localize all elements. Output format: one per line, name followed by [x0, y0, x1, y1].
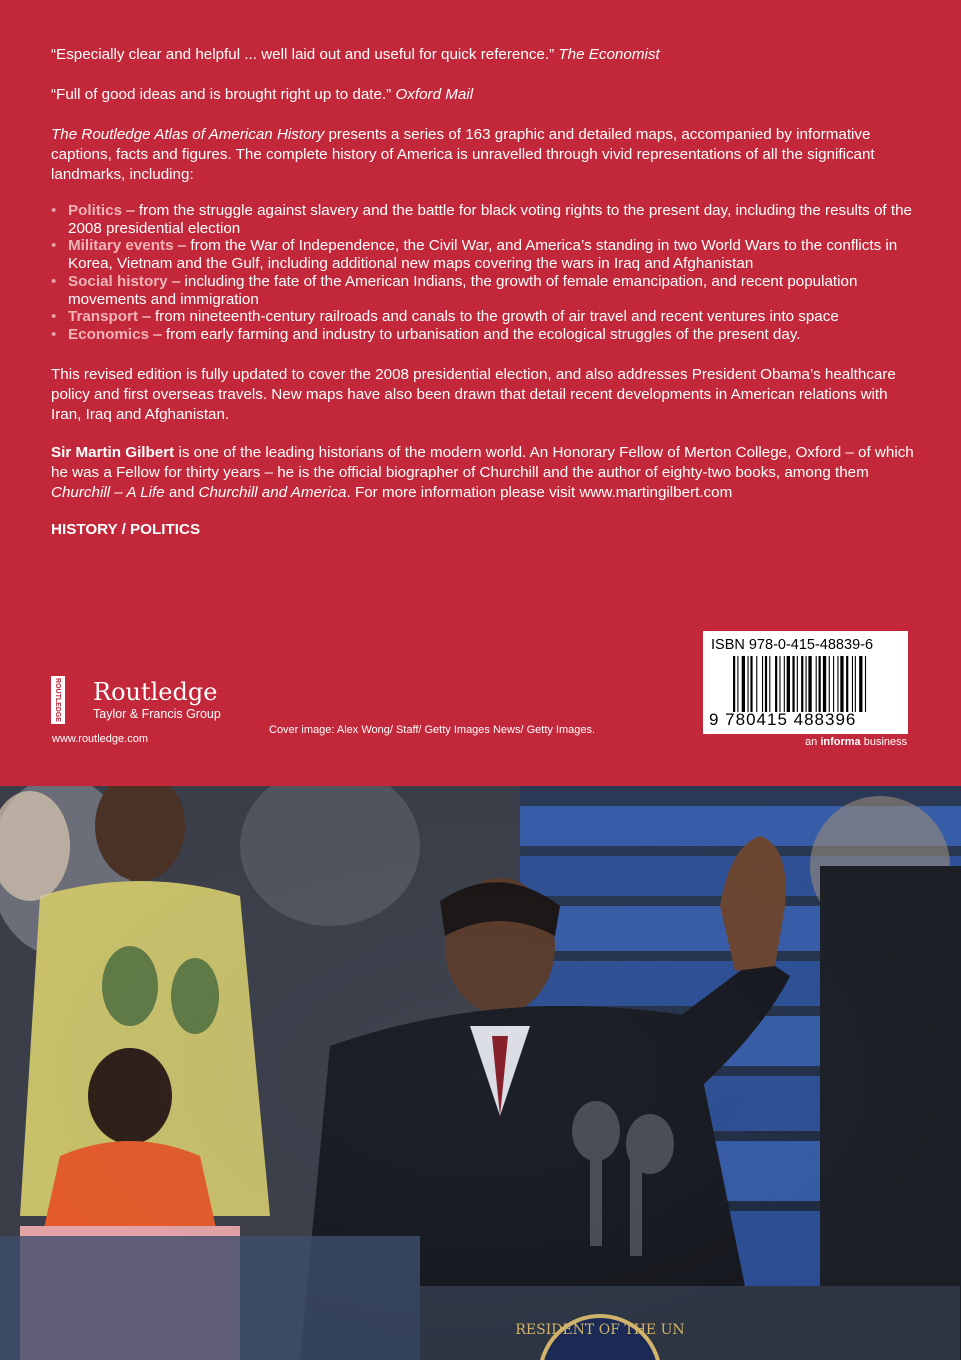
logo-vertical-text: ROUTLEDGE — [54, 678, 62, 722]
barcode-bar — [742, 656, 745, 712]
barcode-bar — [829, 656, 830, 712]
cover-image-credit: Cover image: Alex Wong/ Staff/ Getty Images News/ Getty Images. — [269, 724, 596, 736]
topic-text: – from the struggle against slavery and the battle for black voting rights to the present day, including the results of the 2008 presidential election — [68, 202, 912, 237]
intro-paragraph — [51, 125, 921, 185]
book-title: Churchill – A Life — [51, 484, 165, 501]
barcode-bars-icon — [733, 656, 903, 712]
routledge-logo-icon — [51, 676, 65, 724]
barcode-bar — [797, 656, 798, 712]
inauguration-photo-image — [0, 786, 961, 1360]
barcode-bar — [846, 656, 848, 712]
topic-label: Economics — [68, 325, 150, 343]
barcode-bar — [823, 656, 826, 712]
topics-list — [51, 202, 926, 344]
barcode-bar — [852, 656, 853, 712]
informa-brand: informa — [820, 736, 861, 748]
barcode — [703, 631, 908, 734]
barcode-bar — [816, 656, 817, 712]
book-title: The Routledge Atlas of American History — [51, 126, 325, 143]
quote-economist — [51, 45, 921, 65]
intro-text: presents a series of 163 graphic and detailed maps, accompanied by informative captions, facts and figures. The complete history of America is unravelled through vivid representations of all the significant landmarks, including: — [51, 126, 875, 183]
barcode-bar — [808, 656, 811, 712]
list-item — [51, 326, 926, 344]
barcode-bar — [865, 656, 866, 712]
barcode-bar — [833, 656, 834, 712]
barcode-bar — [784, 656, 785, 712]
bio-text: is one of the leading historians of the modern world. An Honorary Fellow of Merton College, Oxford – of which he was a Fellow for thirty years – he is the official biographer of Churchill and the author of eighty-two books, among them — [51, 444, 914, 481]
bullet-icon: • — [51, 325, 57, 343]
barcode-bar — [750, 656, 752, 712]
bullet-icon: • — [51, 202, 57, 219]
list-item — [51, 237, 926, 272]
barcode-bar — [737, 656, 738, 712]
author-name: Sir Martin Gilbert — [51, 444, 175, 461]
informa-tagline — [805, 736, 907, 748]
bullet-icon: • — [51, 237, 57, 255]
topic-label: Military events — [68, 237, 174, 255]
quote-oxford-mail — [51, 85, 921, 105]
barcode-bar — [840, 656, 843, 712]
tagline-text: an — [805, 736, 818, 748]
barcode-bar — [775, 656, 777, 712]
barcode-bar — [801, 656, 803, 712]
list-item — [51, 308, 926, 326]
quote-text: “Especially clear and helpful ... well laid out and useful for quick reference.” — [51, 46, 555, 63]
topic-label: Transport — [68, 308, 139, 326]
barcode-bar — [792, 656, 794, 712]
quote-source: The Economist — [558, 46, 660, 63]
bio-text: . For more information please visit www.martingilbert.com — [346, 484, 733, 501]
list-item — [51, 202, 926, 237]
topic-text: – from early farming and industry to urbanisation and the ecological struggles of the present day. — [153, 325, 801, 343]
quote-source: Oxford Mail — [395, 86, 474, 103]
barcode-bar — [855, 656, 856, 712]
barcode-bar — [859, 656, 862, 712]
barcode-bar — [756, 656, 757, 712]
publisher-url[interactable]: www.routledge.com — [52, 733, 148, 745]
topic-text: – from nineteenth-century railroads and canals to the growth of air travel and recent ventures into space — [142, 308, 839, 326]
barcode-bar — [819, 656, 821, 712]
barcode-bar — [748, 656, 749, 712]
bio-text: and — [168, 484, 195, 501]
seal-text: RESIDENT OF THE UN — [515, 1322, 685, 1338]
barcode-bar — [765, 656, 767, 712]
routledge-logo — [51, 676, 241, 728]
author-bio — [51, 443, 921, 503]
isbn-label: ISBN 978-0-415-48839-6 — [711, 637, 874, 653]
barcode-bar — [779, 656, 780, 712]
revised-edition-paragraph: This revised edition is fully updated to cover the 2008 presidential election, and also addresses President Obama’s healthcare policy and first overseas travels. New maps have also been drawn that detail recent developments in American relations with Iran, Iraq and Afghanistan. — [51, 366, 896, 423]
bullet-icon: • — [51, 272, 57, 290]
topic-label: Social history — [68, 272, 168, 290]
barcode-bar — [837, 656, 838, 712]
publisher-name: Routledge — [93, 678, 218, 706]
topic-text: – from the War of Independence, the Civil War, and America’s standing in two World Wars to the conflicts in Korea, Vietnam and the Gulf, including additional new maps covering the wars in Iraq and Afghanistan — [68, 237, 898, 273]
list-item — [51, 273, 926, 308]
cover-photo — [0, 786, 961, 1360]
topic-label: Politics — [68, 202, 123, 219]
topic-text: – including the fate of the American Indians, the growth of female emancipation, and recent population movements and immigration — [68, 272, 858, 308]
bullet-icon: • — [51, 308, 57, 326]
category-label: HISTORY / POLITICS — [51, 521, 201, 538]
barcode-bar — [787, 656, 790, 712]
book-title: Churchill and America — [198, 484, 347, 501]
barcode-bar — [769, 656, 770, 712]
barcode-bar — [762, 656, 763, 712]
barcode-bar — [733, 656, 735, 712]
publisher-group: Taylor & Francis Group — [93, 707, 221, 721]
quote-text: “Full of good ideas and is brought right up to date.” — [51, 86, 392, 103]
tagline-text: business — [863, 736, 908, 748]
barcode-digits: 9 780415 488396 — [709, 710, 857, 729]
barcode-bar — [806, 656, 807, 712]
